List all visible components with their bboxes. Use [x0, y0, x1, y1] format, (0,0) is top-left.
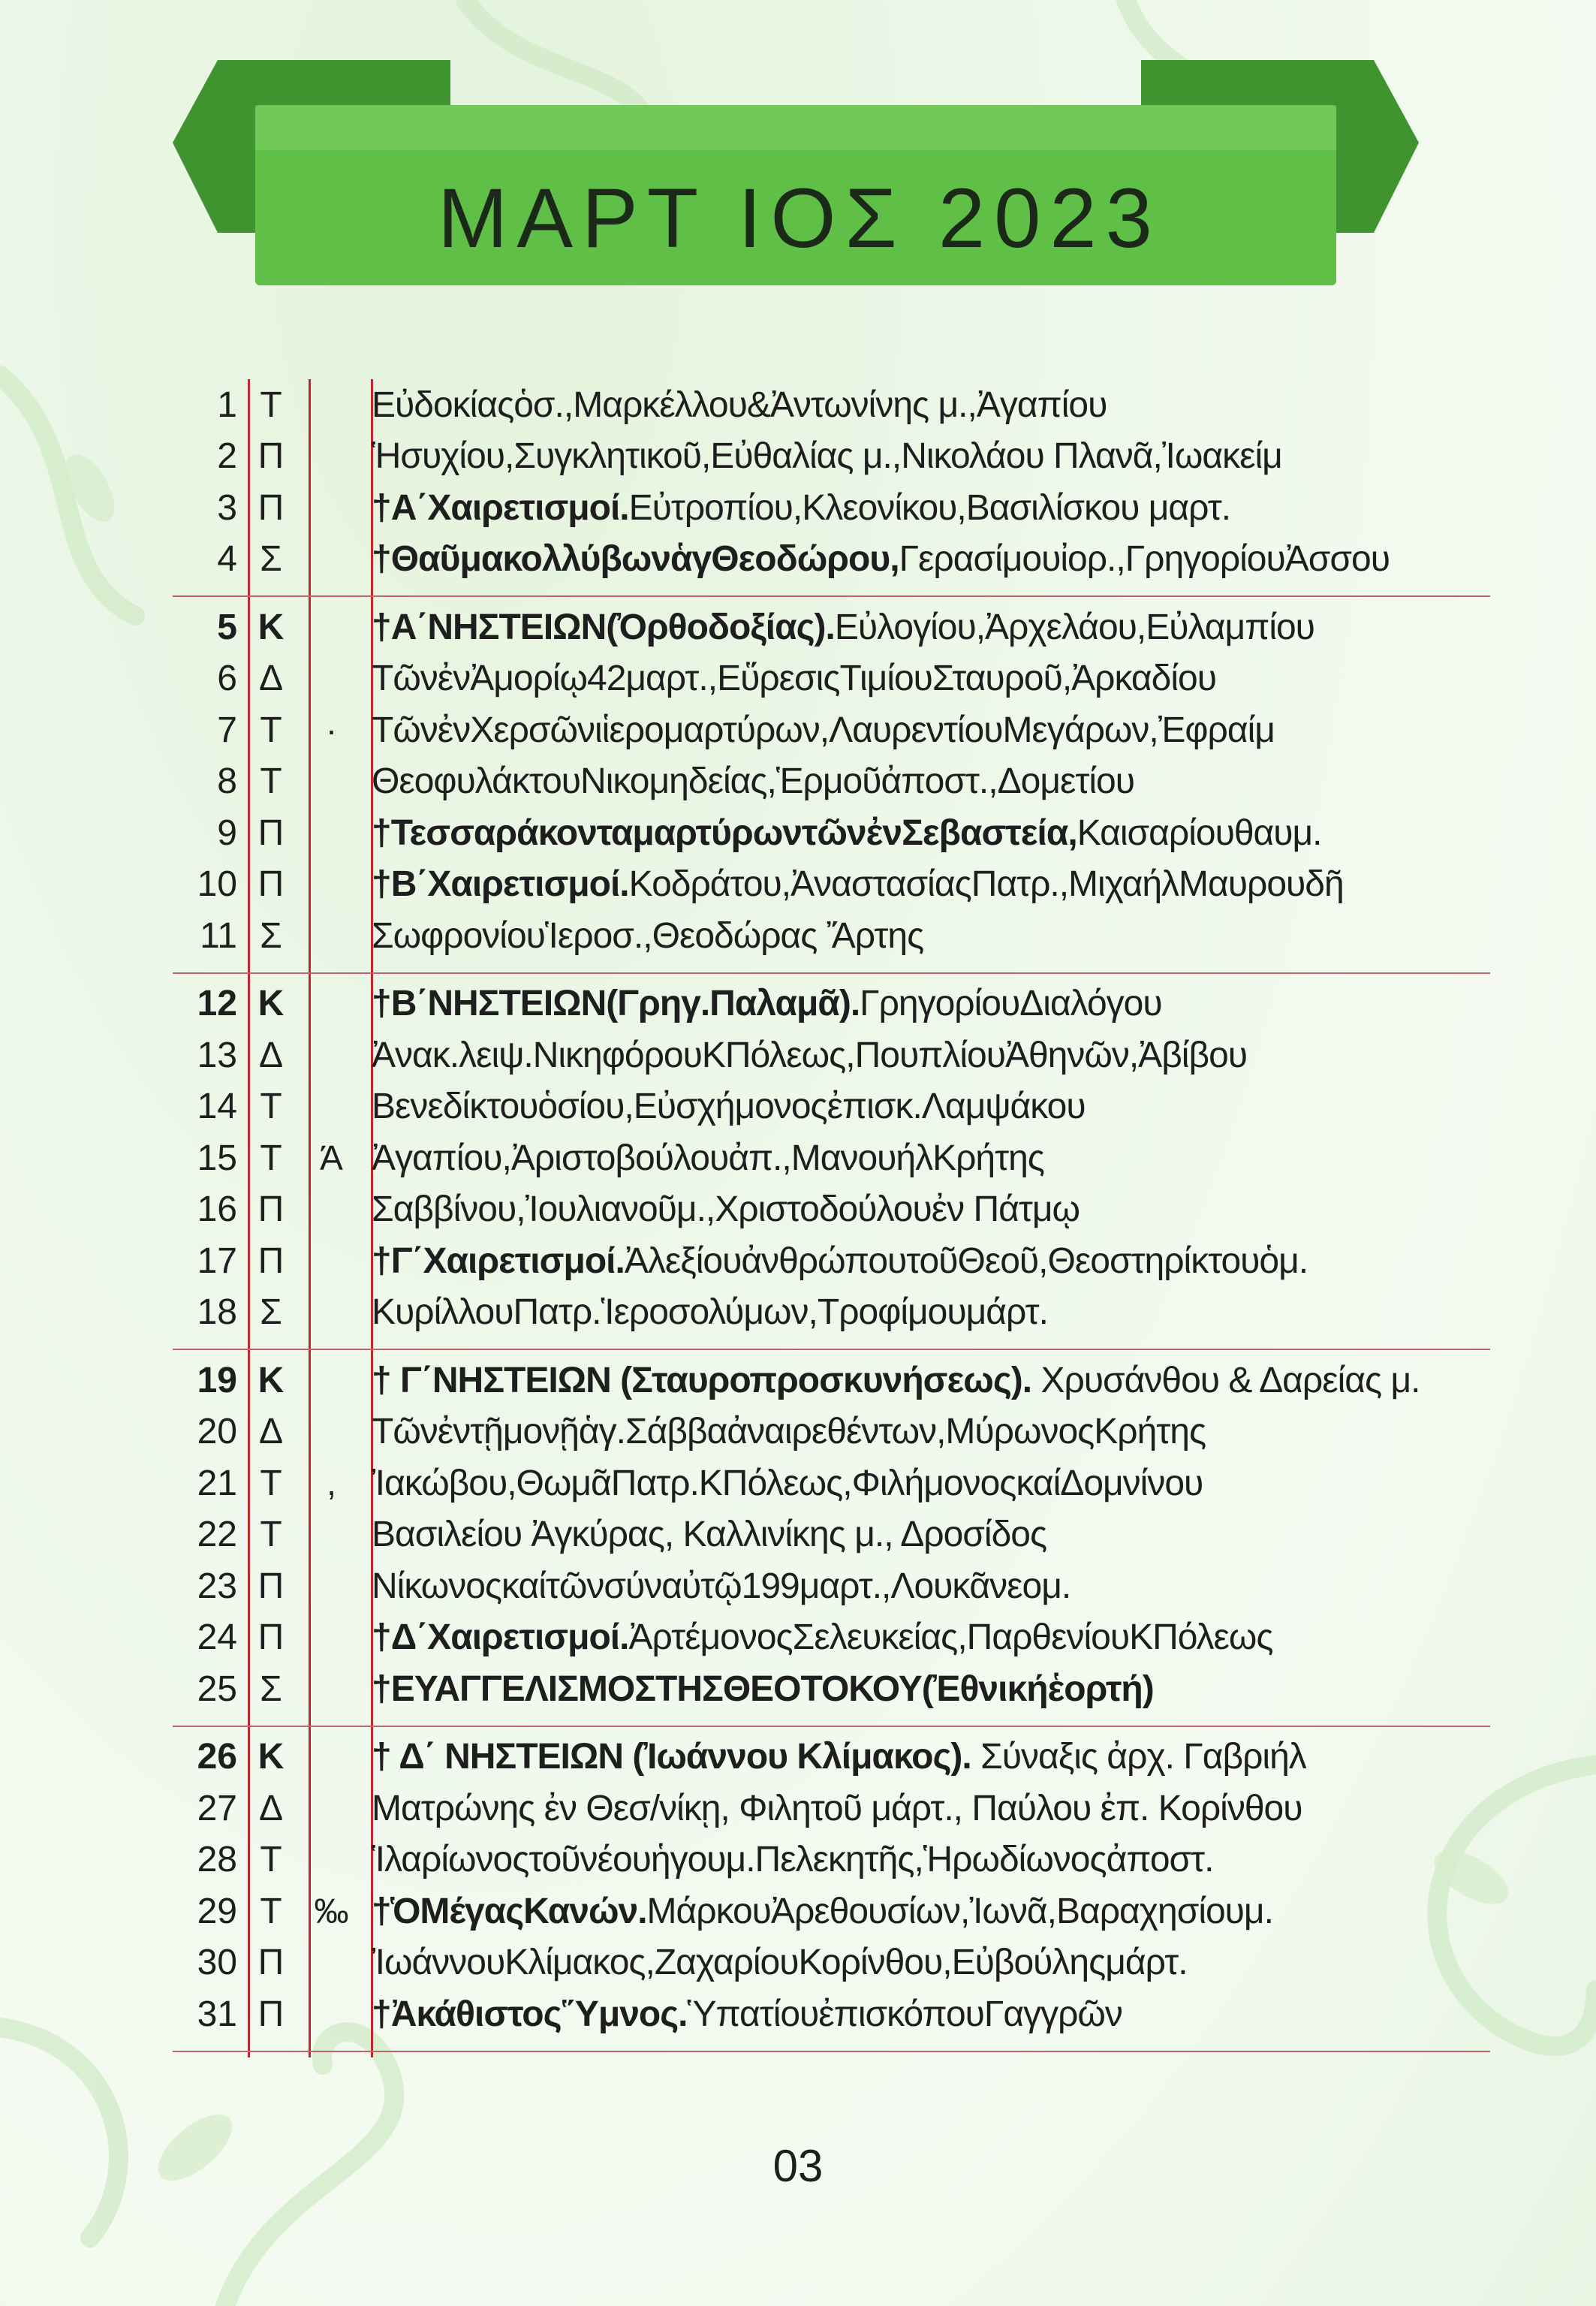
feast-bold-text: †ὉΜέγαςΚανών.	[372, 1891, 647, 1931]
day-number: 23	[197, 1566, 237, 1606]
weekday-letter: Π	[257, 812, 285, 853]
weekday-letter: Π	[257, 1240, 285, 1281]
day-number: 13	[197, 1035, 237, 1075]
day-number: 1	[217, 384, 237, 425]
day-row	[173, 601, 1490, 653]
weekday-letter: Δ	[258, 1412, 284, 1452]
day-row	[173, 1355, 1490, 1406]
saints-names: Εὐδοκίαςὁσ.,Μαρκέλλου&Ἀντωνίνης μ.,Ἀγαπίου	[372, 384, 1107, 425]
week-block	[173, 379, 1490, 597]
page-title: ΜΑΡΤ ΙΟΣ 2023	[438, 170, 1161, 265]
saints-names: ὙπατίουἐπισκόπουΓαγγρῶν	[687, 1994, 1122, 2034]
day-row	[173, 1132, 1490, 1184]
day-number: 3	[217, 487, 237, 528]
saints-text	[363, 1411, 1490, 1452]
saints-names: ἈλεξίουἀνθρώπουτοῦΘεοῦ,Θεοστηρίκτουὁμ.	[624, 1240, 1308, 1281]
day-number: 24	[197, 1617, 237, 1658]
saints-text	[363, 915, 1490, 957]
page-number: 03	[772, 2141, 824, 2191]
feast-bold-text: †Α΄Χαιρετισμοί.	[372, 487, 629, 528]
saints-names: ΤῶνἐνἈμορίῳ42μαρτ.,ΕὕρεσιςΤιμίουΣταυροῦ,Ἀρκαδίου	[372, 659, 1216, 699]
day-row	[173, 978, 1490, 1030]
day-number: 8	[217, 761, 237, 802]
day-row	[173, 756, 1490, 808]
saints-text	[363, 607, 1490, 648]
saints-names: Ἰακώβου,ΘωμᾶΠατρ.ΚΠόλεως,ΦιλήμονοςκαίΔομνίνου	[372, 1463, 1203, 1503]
day-row	[173, 1834, 1490, 1886]
saints-names: Χρυσάνθου & Δαρείας μ.	[1031, 1360, 1420, 1400]
day-number: 22	[197, 1515, 237, 1555]
saints-text	[363, 1189, 1490, 1230]
saints-names: Βενεδίκτουὁσίου,Εὐσχήμονοςἐπισκ.Λαμψάκου	[372, 1087, 1086, 1127]
day-row	[173, 653, 1490, 705]
day-row	[173, 1406, 1490, 1458]
weekday-letter: Κ	[257, 1360, 285, 1400]
weekday-letter: Π	[257, 1566, 285, 1606]
day-number: 12	[197, 984, 237, 1024]
day-number: 29	[197, 1891, 237, 1931]
saints-names: Σαββίνου,Ἰουλιανοῦμ.,Χριστοδούλουἐν Πάτμῳ	[372, 1189, 1080, 1230]
fasting-mark: ·	[325, 710, 338, 750]
day-number: 14	[197, 1087, 237, 1127]
day-number: 5	[217, 607, 237, 647]
saints-text	[363, 1942, 1490, 1983]
saints-text	[363, 658, 1490, 699]
day-number: 30	[197, 1943, 237, 1983]
saints-text	[363, 538, 1490, 580]
saints-names: Γερασίμουἰορ.,ΓρηγορίουἈσσου	[899, 539, 1390, 580]
feast-bold-text: † Δ΄ ΝΗΣΤΕΙΩΝ (Ἰωάννου Κλίμακος).	[372, 1737, 971, 1777]
day-number: 9	[217, 812, 237, 853]
day-row	[173, 1287, 1490, 1339]
week-block	[173, 597, 1490, 974]
day-number: 7	[217, 710, 237, 750]
feast-bold-text: †Β΄Χαιρετισμοί.	[372, 864, 629, 905]
saints-names: Ἡσυχίου,Συγκλητικοῦ,Εὐθαλίας μ.,Νικολάου Πλανᾶ,Ἰωακείμ	[372, 436, 1282, 477]
day-row	[173, 1885, 1490, 1937]
saints-names: Νίκωνοςκαίτῶνσύναὐτῷ199μαρτ.,Λουκᾶνεομ.	[372, 1566, 1071, 1606]
day-number: 11	[200, 915, 237, 956]
saints-text	[363, 1292, 1490, 1333]
day-number: 6	[217, 659, 237, 699]
saints-names: Σύναξις ἀρχ. Γαβριήλ	[971, 1737, 1306, 1777]
weekday-letter: Δ	[258, 1788, 284, 1828]
saints-names: ἈρτέμονοςΣελευκείας,ΠαρθενίουΚΠόλεως	[628, 1617, 1273, 1658]
day-number: 2	[217, 436, 237, 477]
feast-bold-text: †Γ΄Χαιρετισμοί.	[372, 1240, 625, 1281]
saints-text	[363, 1617, 1490, 1658]
day-number: 4	[217, 539, 237, 580]
saints-text	[363, 1360, 1490, 1401]
day-row	[173, 859, 1490, 911]
day-number: 28	[197, 1840, 237, 1880]
saints-text	[363, 761, 1490, 802]
weekday-letter: Δ	[258, 1035, 284, 1075]
weekday-letter: Π	[257, 487, 285, 528]
saints-text	[363, 1240, 1490, 1282]
day-row	[173, 1184, 1490, 1236]
saints-text	[363, 983, 1490, 1024]
saints-text	[363, 487, 1490, 529]
day-number: 16	[197, 1189, 237, 1230]
day-row	[173, 910, 1490, 962]
saints-text	[363, 1736, 1490, 1777]
saints-text	[363, 1668, 1490, 1710]
weekday-letter: Κ	[257, 984, 285, 1024]
feast-bold-text: †ΤεσσαράκονταμαρτύρωντῶνἐνΣεβαστεία,	[372, 812, 1077, 853]
weekday-letter: Π	[257, 1189, 285, 1230]
day-row	[173, 1612, 1490, 1664]
saints-names: ΘεοφυλάκτουΝικομηδείας,Ἑρμοῦἀποστ.,Δομετίου	[372, 761, 1134, 802]
weekday-letter: Τ	[260, 710, 282, 750]
day-number: 26	[197, 1737, 237, 1777]
fasting-mark: ‰	[314, 1892, 349, 1931]
feast-bold-text: †ΕΥΑΓΓΕΛΙΣΜΟΣΤΗΣΘΕΟΤΟΚΟΥ(Ἐθνικήἑορτή)	[372, 1668, 1154, 1709]
saints-names: ΚυρίλλουΠατρ.Ἱεροσολύμων,Τροφίμουμάρτ.	[372, 1292, 1048, 1333]
saints-names: Κοδράτου,ἈναστασίαςΠατρ.,ΜιχαήλΜαυρουδῆ	[628, 864, 1344, 905]
day-number: 10	[197, 864, 237, 905]
week-block	[173, 1350, 1490, 1727]
day-number: 27	[197, 1788, 237, 1828]
weekday-letter: Τ	[260, 1087, 282, 1127]
saints-names: Καισαρίουθαυμ.	[1077, 812, 1322, 853]
weekday-letter: Π	[257, 1943, 285, 1983]
day-row	[173, 1732, 1490, 1783]
day-row	[173, 1783, 1490, 1834]
saints-text	[363, 1463, 1490, 1504]
saints-names: ΣωφρονίουἹεροσ.,Θεοδώρας Ἄρτης	[372, 915, 924, 956]
weekday-letter: Π	[257, 1617, 285, 1658]
weekday-letter: Τ	[260, 384, 282, 425]
saints-names: Τῶνἐντῇμονῇἁγ.Σάββαἀναιρεθέντων,ΜύρωνοςΚρήτης	[372, 1412, 1206, 1452]
day-number: 25	[197, 1668, 237, 1709]
weekday-letter: Σ	[260, 1292, 282, 1333]
day-row	[173, 704, 1490, 756]
weekday-letter: Τ	[260, 1515, 282, 1555]
day-row	[173, 1081, 1490, 1133]
saints-text	[363, 436, 1490, 477]
weekday-letter: Π	[257, 864, 285, 905]
saints-names: Ματρώνης ἐν Θεσ/νίκῃ, Φιλητοῦ μάρτ., Παύλου ἐπ. Κορίνθου	[372, 1788, 1302, 1828]
weekday-letter: Π	[257, 1994, 285, 2034]
saints-text	[363, 864, 1490, 905]
day-row	[173, 1937, 1490, 1989]
calendar-table	[173, 379, 1490, 2052]
week-block	[173, 974, 1490, 1351]
weekday-letter: Τ	[260, 1138, 282, 1178]
saints-text	[363, 1891, 1490, 1932]
saints-text	[363, 1994, 1490, 2035]
saints-names: Ἀνακ.λειψ.ΝικηφόρουΚΠόλεως,ΠουπλίουἈθηνῶν,Ἀβίβου	[372, 1035, 1248, 1075]
saints-text	[363, 812, 1490, 854]
saints-names: Βασιλείου Ἀγκύρας, Καλλινίκης μ., Δροσίδος	[372, 1515, 1047, 1555]
saints-names: Εὐλογίου,Ἀρχελάου,Εὐλαμπίου	[834, 607, 1314, 647]
saints-text	[363, 1138, 1490, 1179]
day-row	[173, 1235, 1490, 1287]
day-row	[173, 1509, 1490, 1561]
saints-text	[363, 1514, 1490, 1555]
weekday-letter: Σ	[260, 915, 282, 956]
feast-bold-text: † Γ΄ΝΗΣΤΕΙΩΝ (Σταυροπροσκυνήσεως).	[372, 1360, 1032, 1400]
saints-text	[363, 1035, 1490, 1076]
saints-text	[363, 710, 1490, 751]
saints-text	[363, 1839, 1490, 1880]
weekday-letter: Π	[257, 436, 285, 477]
saints-names: Εὐτροπίου,Κλεονίκου,Βασιλίσκου μαρτ.	[628, 487, 1231, 528]
feast-bold-text: †ΘαῦμακολλύβωνἁγΘεοδώρου,	[372, 539, 899, 580]
saints-names: ΓρηγορίουΔιαλόγου	[860, 984, 1162, 1024]
day-number: 15	[197, 1138, 237, 1178]
saints-names: Ἱλαρίωνοςτοῦνέουἡγουμ.Πελεκητῆς,Ἡρωδίωνοςἀποστ.	[372, 1840, 1214, 1880]
day-row	[173, 1663, 1490, 1715]
weekday-letter: Σ	[260, 539, 282, 580]
day-number: 17	[197, 1240, 237, 1281]
day-row	[173, 807, 1490, 859]
day-number: 20	[197, 1412, 237, 1452]
saints-text	[363, 1788, 1490, 1829]
day-row	[173, 1988, 1490, 2040]
weekday-letter: Σ	[260, 1668, 282, 1709]
weekday-letter: Δ	[258, 659, 284, 699]
saints-names: Ἀγαπίου,Ἀριστοβούλουἀπ.,ΜανουήλΚρήτης	[372, 1138, 1044, 1178]
day-number: 19	[197, 1360, 237, 1400]
weekday-letter: Κ	[257, 607, 285, 647]
saints-text	[363, 384, 1490, 426]
week-block	[173, 1727, 1490, 2052]
saints-text	[363, 1566, 1490, 1607]
day-row	[173, 1029, 1490, 1081]
fasting-mark: ,	[327, 1463, 336, 1503]
day-row	[173, 482, 1490, 534]
feast-bold-text: †Δ΄Χαιρετισμοί.	[372, 1617, 629, 1658]
saints-names: ἸωάννουΚλίμακος,ΖαχαρίουΚορίνθου,Εὐβούληςμάρτ.	[372, 1943, 1188, 1983]
day-row	[173, 431, 1490, 483]
day-row	[173, 534, 1490, 586]
weekday-letter: Τ	[260, 1463, 282, 1503]
saints-names: ΤῶνἐνΧερσῶνιἱερομαρτύρων,ΛαυρεντίουΜεγάρων,Ἐφραίμ	[372, 710, 1275, 750]
day-number: 18	[197, 1292, 237, 1333]
feast-bold-text: †ἈκάθιστοςὝμνος.	[372, 1994, 688, 2034]
feast-bold-text: †Α΄ΝΗΣΤΕΙΩΝ(Ὀρθοδοξίας).	[372, 607, 835, 647]
day-row	[173, 1457, 1490, 1509]
saints-names: ΜάρκουἈρεθουσίων,Ἰωνᾶ,Βαραχησίουμ.	[646, 1891, 1273, 1931]
day-row	[173, 379, 1490, 431]
weekday-letter: Τ	[260, 761, 282, 802]
day-number: 31	[197, 1994, 237, 2034]
weekday-letter: Κ	[257, 1737, 285, 1777]
weekday-letter: Τ	[260, 1891, 282, 1931]
saints-text	[363, 1086, 1490, 1127]
weekday-letter: Τ	[260, 1840, 282, 1880]
feast-bold-text: †Β΄ΝΗΣΤΕΙΩΝ(Γρηγ.Παλαμᾶ).	[372, 984, 860, 1024]
day-number: 21	[197, 1463, 237, 1503]
day-row	[173, 1560, 1490, 1612]
fasting-mark: Ά	[320, 1138, 343, 1178]
